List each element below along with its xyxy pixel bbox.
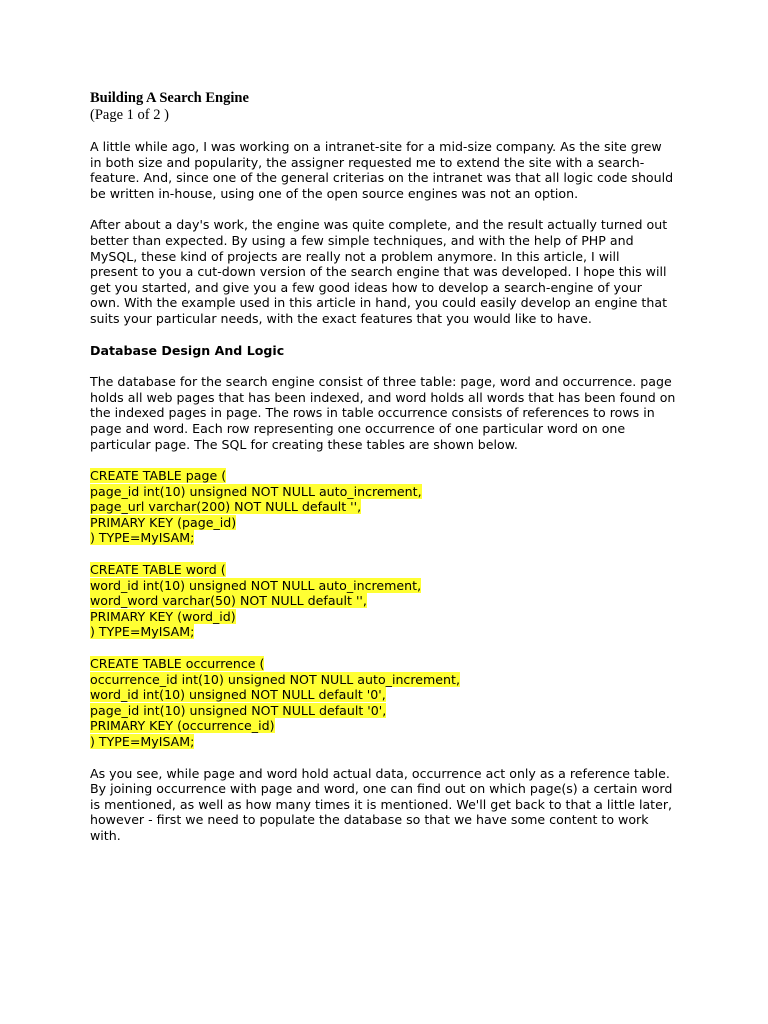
paragraph-line: particular page. The SQL for creating these tables are shown below. [90, 436, 518, 452]
code-line [90, 718, 690, 734]
highlighted-code: ) TYPE=MyISAM; [90, 530, 195, 546]
code-line [90, 672, 690, 688]
paragraph-line: present to you a cut-down version of the search engine that was developed. I hope this will [90, 264, 667, 280]
paragraph-line: After about a day's work, the engine was quite complete, and the result actually turned out [90, 217, 668, 233]
code-line [90, 624, 690, 640]
paragraph-line: the indexed pages in page. The rows in table occurrence consists of references to rows in [90, 405, 655, 421]
paragraph-line: page and word. Each row representing one occurrence of one particular word on one [90, 420, 626, 436]
highlighted-code: PRIMARY KEY (page_id) [90, 514, 237, 530]
highlighted-code: CREATE TABLE occurrence ( [90, 656, 265, 672]
highlighted-code: CREATE TABLE word ( [90, 562, 226, 578]
code-line [90, 593, 690, 609]
intro-paragraph-2 [90, 217, 690, 326]
section-heading: Database Design And Logic [90, 342, 285, 358]
paragraph-line: is mentioned, as well as how many times it is mentioned. We'll get back to that a little later, [90, 796, 673, 812]
code-line [90, 703, 690, 719]
paragraph-line: suits your particular needs, with the exact features that you would like to have. [90, 310, 592, 326]
highlighted-code: word_id int(10) unsigned NOT NULL default '0', [90, 687, 386, 703]
page-indicator: (Page 1 of 2 ) [90, 107, 169, 123]
paragraph-line: feature. And, since one of the general criterias on the intranet was that all logic code should [90, 170, 674, 186]
code-line [90, 609, 690, 625]
paragraph-line: be written in-house, using one of the open source engines was not an option. [90, 185, 579, 201]
code-line [90, 484, 690, 500]
code-line [90, 656, 690, 672]
article-title: Building A Search Engine [90, 90, 249, 106]
paragraph-line: By joining occurrence with page and word, one can find out on which page(s) a certain word [90, 781, 673, 797]
highlighted-code: occurrence_id int(10) unsigned NOT NULL auto_increment, [90, 671, 460, 687]
code-line [90, 530, 690, 546]
sql-code-block-page [90, 468, 690, 546]
code-line [90, 515, 690, 531]
paragraph-line: get you started, and give you a few good ideas how to develop a search-engine of your [90, 279, 642, 295]
paragraph-line: As you see, while page and word hold actual data, occurrence act only as a reference table. [90, 765, 670, 781]
code-line [90, 562, 690, 578]
sql-code-block-word [90, 562, 690, 640]
paragraph-line: however - first we need to populate the database so that we have some content to work [90, 812, 649, 828]
paragraph-line: with. [90, 827, 121, 843]
highlighted-code: page_url varchar(200) NOT NULL default '', [90, 499, 362, 515]
code-line [90, 578, 690, 594]
highlighted-code: page_id int(10) unsigned NOT NULL default '0', [90, 702, 387, 718]
highlighted-code: PRIMARY KEY (word_id) [90, 608, 236, 624]
highlighted-code: word_id int(10) unsigned NOT NULL auto_increment, [90, 577, 422, 593]
document-page [90, 90, 690, 860]
sql-code-block-occurrence [90, 656, 690, 750]
paragraph-line: in both size and popularity, the assigner requested me to extend the site with a search- [90, 154, 645, 170]
paragraph-line: The database for the search engine consist of three table: page, word and occurrence. page [90, 374, 672, 390]
highlighted-code: word_word varchar(50) NOT NULL default '', [90, 593, 367, 609]
paragraph-line: own. With the example used in this article in hand, you could easily develop an engine that [90, 295, 668, 311]
highlighted-code: ) TYPE=MyISAM; [90, 734, 195, 749]
code-line [90, 687, 690, 703]
paragraph-line: better than expected. By using a few simple techniques, and with the help of PHP and [90, 232, 634, 248]
highlighted-code: PRIMARY KEY (occurrence_id) [90, 718, 275, 734]
closing-paragraph [90, 766, 690, 844]
highlighted-code: page_id int(10) unsigned NOT NULL auto_increment, [90, 483, 422, 499]
code-line [90, 468, 690, 484]
code-line [90, 499, 690, 515]
highlighted-code: CREATE TABLE page ( [90, 468, 227, 484]
paragraph-line: holds all web pages that has been indexed, and word holds all words that has been found on [90, 389, 676, 405]
intro-paragraph-1 [90, 139, 690, 201]
section-paragraph [90, 374, 690, 452]
highlighted-code: ) TYPE=MyISAM; [90, 624, 195, 640]
paragraph-line: MySQL, these kind of projects are really not a problem anymore. In this article, I will [90, 248, 620, 264]
paragraph-line: A little while ago, I was working on a intranet-site for a mid-size company. As the site grew [90, 139, 662, 154]
code-line [90, 734, 690, 750]
